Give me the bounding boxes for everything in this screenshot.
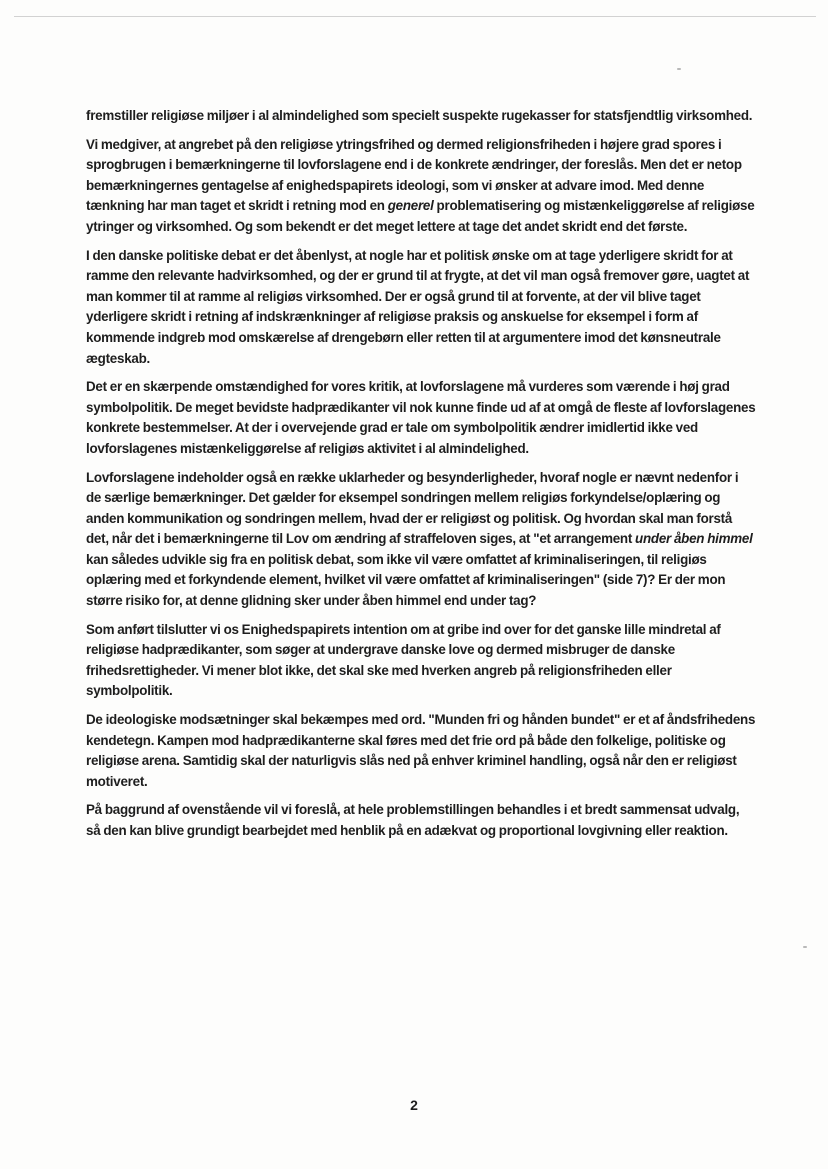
emphasized-text: under åben himmel [635, 531, 753, 547]
document-body [86, 106, 756, 850]
paragraph-text: Vi medgiver, at angrebet på den religiøse ytringsfrihed og dermed religionsfriheden i højere grad spores i sprogbrugen i bemærkningerne til lovforslagene end i de konkrete ændringer, der foreslås. Men det er netop bemærkningernes gentagelse af enighedspapirets ideologi, som vi ønsker at advare imod. Med denne tænkning har man taget et skridt i retning mod en [86, 136, 742, 214]
emphasized-text: generel [387, 198, 434, 214]
paragraph: Det er en skærpende omstændighed for vores kritik, at lovforslagene må vurderes som værende i høj grad symbolpolitik. De meget bevidste hadprædikanter vil nok kunne finde ud af at omgå de fleste af lovforslagenes konkrete bestemmelser. At der i overvejende grad er tale om symbolpolitik ændrer imidlertid ikke ved lovforslagenes mistænkeliggørelse af religiøs aktivitet i al almindelighed. [86, 379, 756, 456]
paragraph: fremstiller religiøse miljøer i al almindelighed som specielt suspekte rugekasser for statsfjendtlig virksomhed. [86, 108, 753, 123]
paragraph-text: Lovforslagene indeholder også en række uklarheder og besynderligheder, hvoraf nogle er nævnt nedenfor i de særlige bemærkninger. Det gælder for eksempel sondringen mellem religiøs forkyndelse/oplæring og anden kommunikation og sondringen mellem, hvad der er religiøst og politisk. Og hvordan skal man forstå det, når det i bemærkningerne til Lov om ændring af straffeloven siges, at "et arrangement [86, 469, 739, 547]
paragraph [86, 135, 756, 238]
page-number: 2 [410, 1097, 418, 1113]
scan-speck [803, 946, 807, 948]
paragraph: Som anført tilslutter vi os Enighedspapirets intention om at gribe ind over for det ganske lille mindretal af religiøse hadprædikanter, som søger at undergrave danske love og dermed misbruger de danske frihedsrettigheder. Vi mener blot ikke, det skal ske med hverken angreb på religionsfriheden eller symbolpolitik. [86, 621, 721, 699]
paragraph: På baggrund af ovenstående vil vi foreslå, at hele problemstillingen behandles i et bredt sammensat udvalg, så den kan blive grundigt bearbejdet med henblik på en adækvat og proportional lovgivning eller reaktion. [86, 802, 740, 838]
paragraph-text: kan således udvikle sig fra en politisk debat, som ikke vil være omfattet af kriminaliseringen, til religiøs oplæring med et forkyndende element, hvilket vil være omfattet af kriminaliseringen" (side 7)? Er der mon større risiko for, at denne glidning sker under åben himmel end under tag? [86, 551, 726, 609]
scan-speck [677, 68, 681, 70]
paragraph [86, 468, 756, 612]
paragraph: I den danske politiske debat er det åbenlyst, at nogle har et politisk ønske om at tage yderligere skridt for at ramme den relevante hadvirksomhed, og der er grund til at frygte, at det vil man også fremover gøre, uagtet at man kommer til at ramme al religiøs virksomhed. Der er også grund til at forvente, at der vil blive taget yderligere skridt i retning af indskrænkninger af religiøse praksis og anskuelse for eksempel i form af kommende indgreb mod omskærelse af drengebørn eller retten til at argumentere imod det kønsneutrale ægteskab. [86, 247, 750, 366]
paragraph-text: problematisering og mistænkeliggørelse af religiøse ytringer og virksomhed. Og som bekendt er det meget lettere at tage det andet skridt end det første. [86, 198, 755, 234]
scan-top-edge-line [14, 16, 816, 17]
paragraph: De ideologiske modsætninger skal bekæmpes med ord. "Munden fri og hånden bundet" er et af åndsfrihedens kendetegn. Kampen mod hadprædikanterne skal føres med det frie ord på både den folkelige, politiske og religiøse arena. Samtidig skal der naturligvis slås ned på enhver kriminel handling, også når den er religiøst motiveret. [86, 712, 756, 789]
